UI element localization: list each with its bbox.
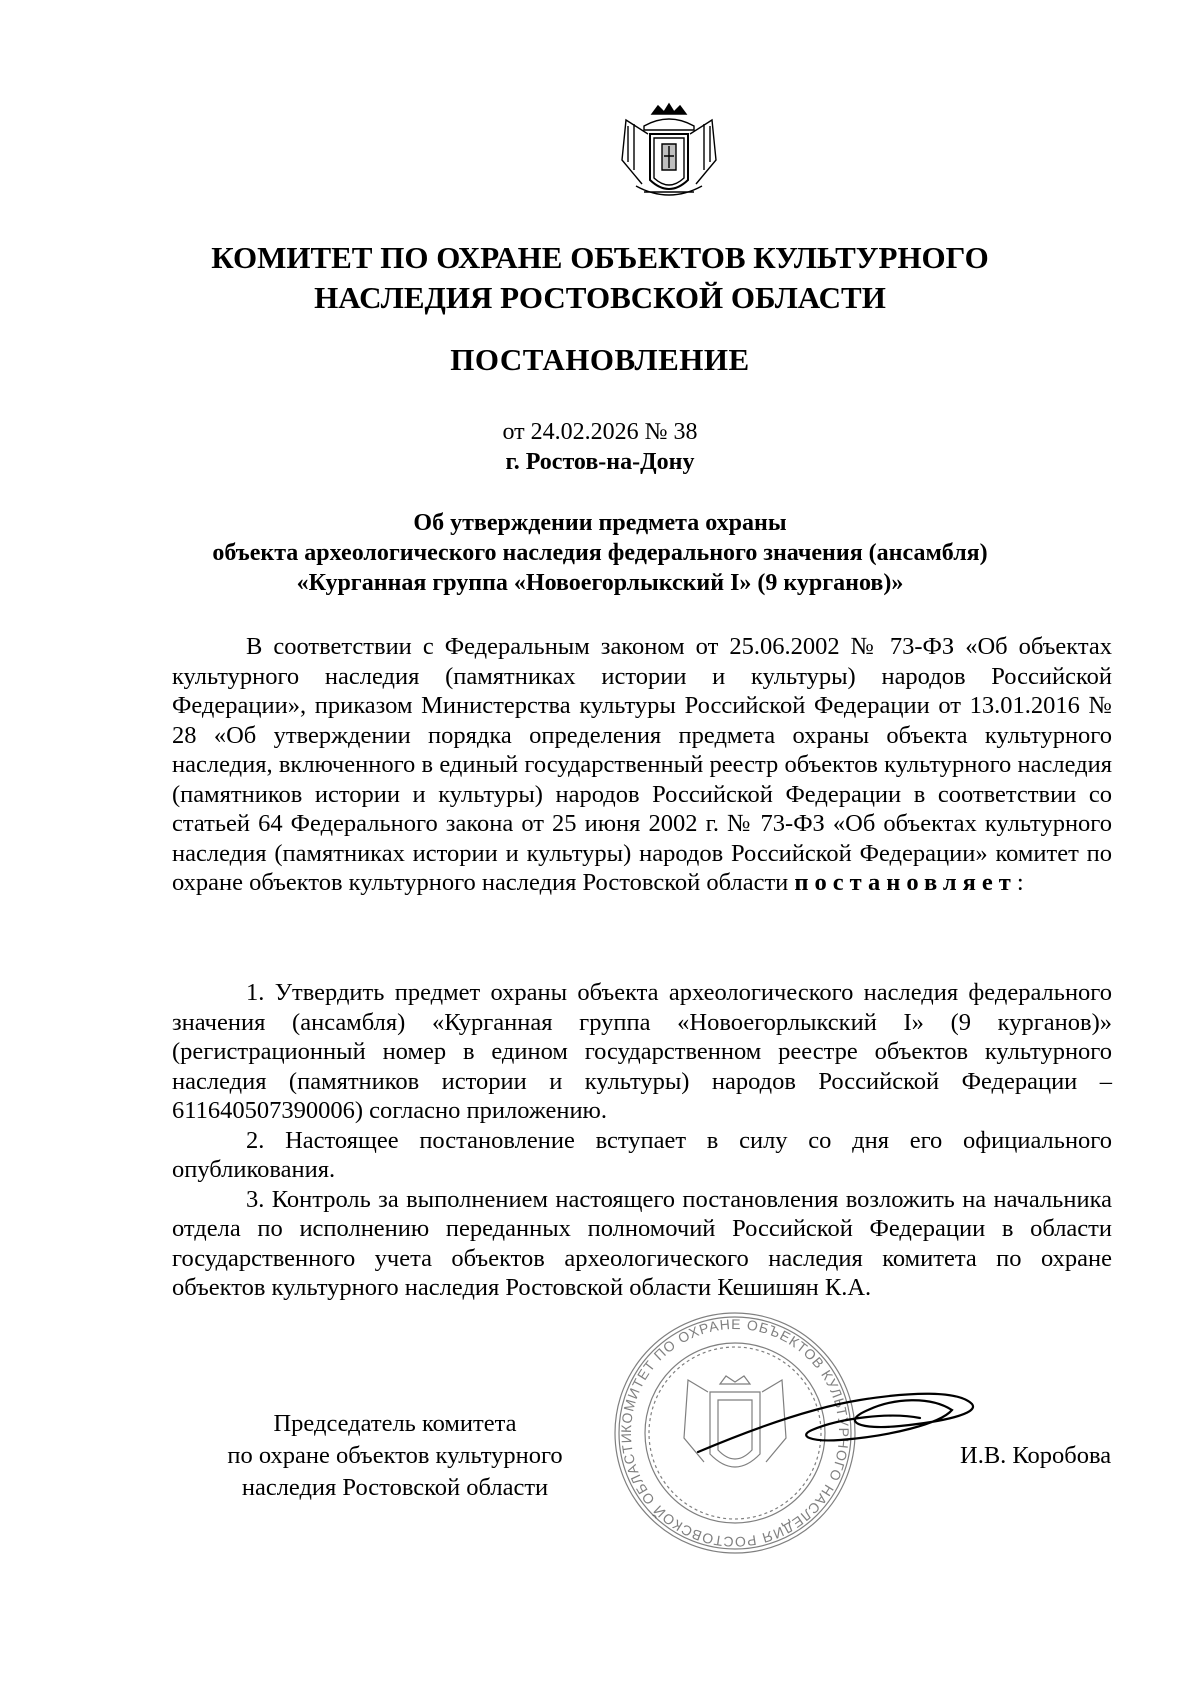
document-subject (0, 508, 1200, 598)
resolves-word: постановляет (794, 869, 1017, 896)
document-date-number: от 24.02.2026 № 38 (502, 419, 698, 445)
resolution-item-2: 2. Настоящее постановление вступает в силу со дня его официального опубликования. (172, 1126, 1112, 1183)
preamble (172, 632, 1112, 898)
document-type: ПОСТАНОВЛЕНИЕ (450, 342, 750, 377)
org-line-1: КОМИТЕТ ПО ОХРАНЕ ОБЪЕКТОВ КУЛЬТУРНОГО (211, 240, 989, 275)
org-line-2: НАСЛЕДИЯ РОСТОВСКОЙ ОБЛАСТИ (314, 280, 886, 315)
document-city: г. Ростов-на-Дону (505, 449, 695, 475)
subject-line-1: Об утверждении предмета охраны (413, 510, 787, 536)
subject-line-3: «Курганная группа «Новоегорлыкский I» (9 курганов)» (296, 570, 904, 596)
stamp-text: КОМИТЕТ ПО ОХРАНЕ ОБЪЕКТОВ КУЛЬТУРНОГО НАСЛЕДИЯ РОСТОВСКОЙ ОБЛАСТИ (617, 1315, 853, 1551)
preamble-text: В соответствии с Федеральным законом от 25.06.2002 № 73-ФЗ «Об объектах культурного наследия (памятниках истории и культуры) народов Российской Федерации», приказом Министерства культуры Российской Федерации от 13.01.2016 № 28 «Об утверждении порядка определения предмета охраны объекта культурного наследия, включенного в единый государственный реестр объектов культурного наследия (памятников истории и культуры) народов Российской Федерации в соответствии со статьей 64 Федерального закона от 25 июня 2002 г. № 73-ФЗ «Об объектах культурного наследия (памятниках истории и культуры) народов Российской Федерации» комитет по охране объектов культурного наследия Ростовской области (172, 633, 1112, 896)
organization-name (0, 238, 1200, 318)
subject-line-2: объекта археологического наследия федерального значения (ансамбля) (212, 540, 988, 566)
resolution-item-1: 1. Утвердить предмет охраны объекта археологического наследия федерального значения (ансамбля) «Курганная группа «Новоегорлыкский I» (9 курганов)» (регистрационный номер в едином государственном реестре объектов культурного наследия (памятников истории и культуры) народов Российской Федерации – 611640507390006) согласно приложению. (172, 979, 1112, 1124)
signatory-title-line-2: по охране объектов культурного (227, 1442, 563, 1469)
rostov-oblast-coat-of-arms-icon (614, 100, 724, 210)
handwritten-signature-icon (690, 1360, 980, 1470)
signatory-title-line-1: Председатель комитета (273, 1410, 517, 1437)
resolution-items (172, 978, 1112, 1303)
resolves-colon: : (1016, 869, 1024, 896)
signatory-name: И.В. Коробова (960, 1442, 1112, 1469)
resolution-item-3: 3. Контроль за выполнением настоящего постановления возложить на начальника отдела по исполнению переданных полномочий Российской Федерации в области государственного учета объектов археологического наследия комитета по охране объектов культурного наследия Ростовской области Кешишян К.А. (172, 1185, 1112, 1301)
signatory-title-line-3: наследия Ростовской области (241, 1474, 549, 1501)
signatory-title (190, 1408, 600, 1504)
preamble-paragraph (172, 632, 1112, 898)
